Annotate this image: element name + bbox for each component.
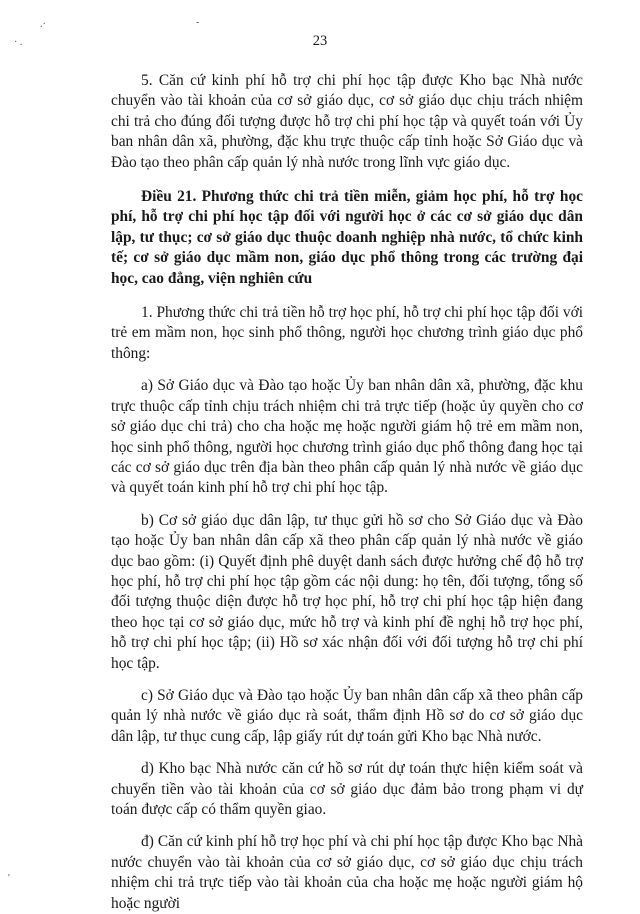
- scan-speck-top: -: [196, 17, 200, 28]
- scan-speck-top-left: .·: [40, 19, 46, 30]
- article-21-heading: Điều 21. Phương thức chi trả tiền miễn, giảm học phí, hỗ trợ học phí, hỗ trợ chi phí học tập đối với người học ở các cơ sở giáo dục dân lập, tư thục; cơ sở giáo dục thuộc doanh nghiệp nhà nước, tổ chức kinh tế; cơ sở giáo dục mầm non, giáo dục phổ thông trong các trường đại học, cao đẳng, viện nghiên cứu: [111, 188, 583, 287]
- scan-speck-left: · .: [14, 37, 23, 48]
- point-b: b) Cơ sở giáo dục dân lập, tư thục gửi hồ sơ cho Sở Giáo dục và Đào tạo hoặc Ủy ban nhân dân cấp xã theo phân cấp quản lý nhà nước về giáo dục bao gồm: (i) Quyết định phê duyệt danh sách được hưởng chế độ hỗ trợ học phí, hỗ trợ chi phí học tập gồm các nội dung: họ tên, đối tượng, tổng số đối tượng thuộc diện được hỗ trợ học phí, hỗ trợ chi phí học tập hiện đang theo học tại cơ sở giáo dục, mức hỗ trợ và kinh phí đề nghị hỗ trợ học phí, hỗ trợ chi phí học tập; (ii) Hồ sơ xác nhận đối với đối tượng hỗ trợ chi phí học tập.: [111, 511, 583, 672]
- clause-1: 1. Phương thức chi trả tiền hỗ trợ học phí, hỗ trợ chi phí học tập đối với trẻ em mầm non, học sinh phổ thông, người học chương trình giáo dục phổ thông:: [111, 304, 583, 362]
- paragraph-5: 5. Căn cứ kinh phí hỗ trợ chi phí học tập được Kho bạc Nhà nước chuyển vào tài khoản của cơ sở giáo dục, cơ sở giáo dục chịu trách nhiệm chi trả cho đúng đối tượng được hỗ trợ chi phí học tập và quyết toán với Ủy ban nhân dân xã, phường, đặc khu trực thuộc cấp tỉnh hoặc Sở Giáo dục và Đào tạo theo phân cấp quản lý nhà nước trong lĩnh vực giáo dục.: [111, 72, 583, 171]
- document-body: [111, 71, 583, 914]
- scan-speck-bottom-left: ': [8, 873, 10, 884]
- point-d: d) Kho bạc Nhà nước căn cứ hồ sơ rút dự toán thực hiện kiểm soát và chuyển tiền vào tài khoản của cơ sở giáo dục đảm bảo trong phạm vi dự toán được cấp có thẩm quyền giao.: [111, 760, 583, 818]
- page-number: 23: [312, 33, 328, 49]
- point-c: c) Sở Giáo dục và Đào tạo hoặc Ủy ban nhân dân cấp xã theo phân cấp quản lý nhà nước về giáo dục rà soát, thẩm định Hồ sơ do cơ sở giáo dục dân lập, tư thục cung cấp, lập giấy rút dự toán gửi Kho bạc Nhà nước.: [111, 686, 583, 745]
- point-a: a) Sở Giáo dục và Đào tạo hoặc Ủy ban nhân dân xã, phường, đặc khu trực thuộc cấp tỉnh chịu trách nhiệm chi trả trực tiếp (hoặc ủy quyền cho cơ sở giáo dục chi trả) cho cha hoặc mẹ hoặc người giám hộ trẻ em mầm non, học sinh phổ thông, người học chương trình giáo dục phổ thông đang học tại các cơ sở giáo dục trên địa bàn theo phân cấp quản lý nhà nước về giáo dục và quyết toán kinh phí hỗ trợ chi phí học tập.: [111, 377, 583, 497]
- point-dd: đ) Căn cứ kinh phí hỗ trợ học phí và chi phí học tập được Kho bạc Nhà nước chuyển vào tài khoản của cơ sở giáo dục, cơ sở giáo dục chịu trách nhiệm chi trả trực tiếp vào tài khoản của cha hoặc mẹ hoặc người giám hộ hoặc người: [111, 833, 583, 912]
